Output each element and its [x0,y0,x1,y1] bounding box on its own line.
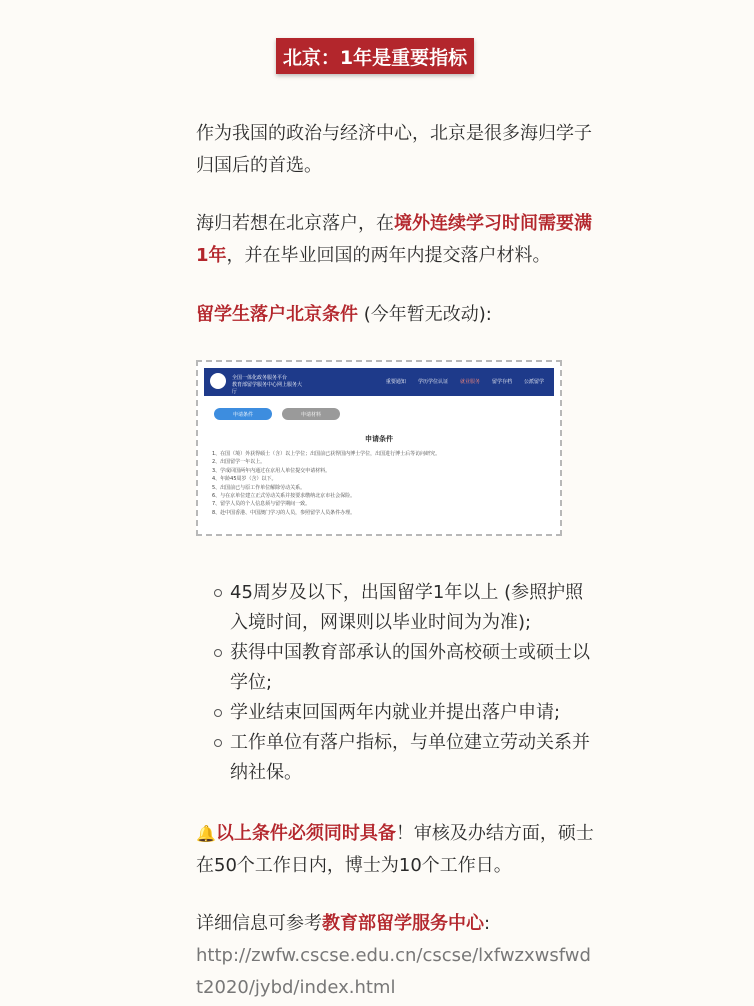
bullet-icon [214,589,222,597]
bell-icon: 🔔 [196,824,216,843]
list-item [214,578,594,638]
condition-item: 4、年龄45周岁（含）以下。 [212,476,277,483]
bullet-icon [214,739,222,747]
site-top-text: 全国一体化政务服务平台 [232,375,288,381]
screenshot-conditions-list [212,450,552,517]
screenshot-header [204,368,554,396]
list-item-text: 获得中国教育部承认的国外高校硕士或硕士以学位; [230,642,590,693]
intro-paragraph: 作为我国的政治与经济中心，北京是很多海归学子归国后的首选。 [196,123,592,176]
requirement-highlight: 境外连续学习时间需要满1年 [196,213,592,266]
requirement-text: 海归若想在北京落户，在 [196,213,394,234]
note-paragraph [196,818,596,882]
section-title: 北京：1年是重要指标 [276,38,474,74]
nav-item: 留学存档 [491,379,512,385]
condition-item: 1、在国（境）外获得硕士（含）以上学位；出国前已获得国内博士学位，出国进行博士后等访问研究。 [212,451,441,457]
reference-colon: : [484,913,491,934]
condition-item: 5、出国前已与原工作单位解除劳动关系。 [212,484,306,491]
tab-apply-materials: 申请材料 [282,408,340,420]
screenshot-nav [386,378,544,385]
conditions-heading-highlight: 留学生落户北京条件 [196,304,358,325]
site-name-text: 教育部留学服务中心网上服务大厅 [232,382,303,395]
screenshot-heading: 申请条件 [365,435,393,443]
nav-item-active: 就业服务 [459,379,480,385]
list-item [214,638,594,698]
nav-item: 重要通知 [385,379,406,385]
tab-apply-conditions: 申请条件 [214,408,272,420]
condition-item: 6、与在京单位建立正式劳动关系并按要求缴纳北京市社会保险。 [212,493,356,500]
list-item [214,698,594,728]
condition-item: 8、赴中国香港、中国澳门学习的人员，参照留学人员条件办理。 [212,509,356,516]
reference-paragraph [196,908,596,1004]
bullet-icon [214,649,222,657]
condition-item: 3、学成回国两年内通过在京用人单位提交申请材料。 [212,467,331,474]
screenshot-site-name [232,375,302,396]
note-highlight: 以上条件必须同时具备 [215,823,396,844]
conditions-screenshot [196,360,562,536]
list-item-text: 学业结束回国两年内就业并提出落户申请; [230,702,561,723]
requirements-list [214,578,594,788]
requirement-paragraph [196,208,596,272]
reference-link[interactable]: http://zwfw.cscse.edu.cn/cscse/lxfwzxwsfwdt2020/jybd/index.html [196,945,591,998]
list-item-text: 45周岁及以下，出国留学1年以上 (参照护照入境时间，网课则以毕业时间为为准); [230,582,584,633]
nav-item: 学历学位认证 [417,379,448,385]
cscse-logo-icon [210,373,226,389]
nav-item: 公派留学 [523,379,544,385]
list-item-text: 工作单位有落户指标，与单位建立劳动关系并纳社保。 [230,732,590,783]
conditions-heading-note: (今年暂无改动): [358,304,492,325]
reference-highlight: 教育部留学服务中心 [322,913,484,934]
note-text: ！审核及办结方面，硕士在50个工作日内，博士为10个工作日。 [196,823,594,876]
conditions-heading [196,300,492,330]
condition-item: 7、留学人员的个人信息须与留学期间一致。 [212,501,311,508]
list-item [214,728,594,788]
condition-item: 2、出国留学一年以上。 [212,459,266,466]
reference-text: 详细信息可参考 [196,913,322,934]
bullet-icon [214,709,222,717]
requirement-text-end: ，并在毕业回国的两年内提交落户材料。 [226,245,551,266]
